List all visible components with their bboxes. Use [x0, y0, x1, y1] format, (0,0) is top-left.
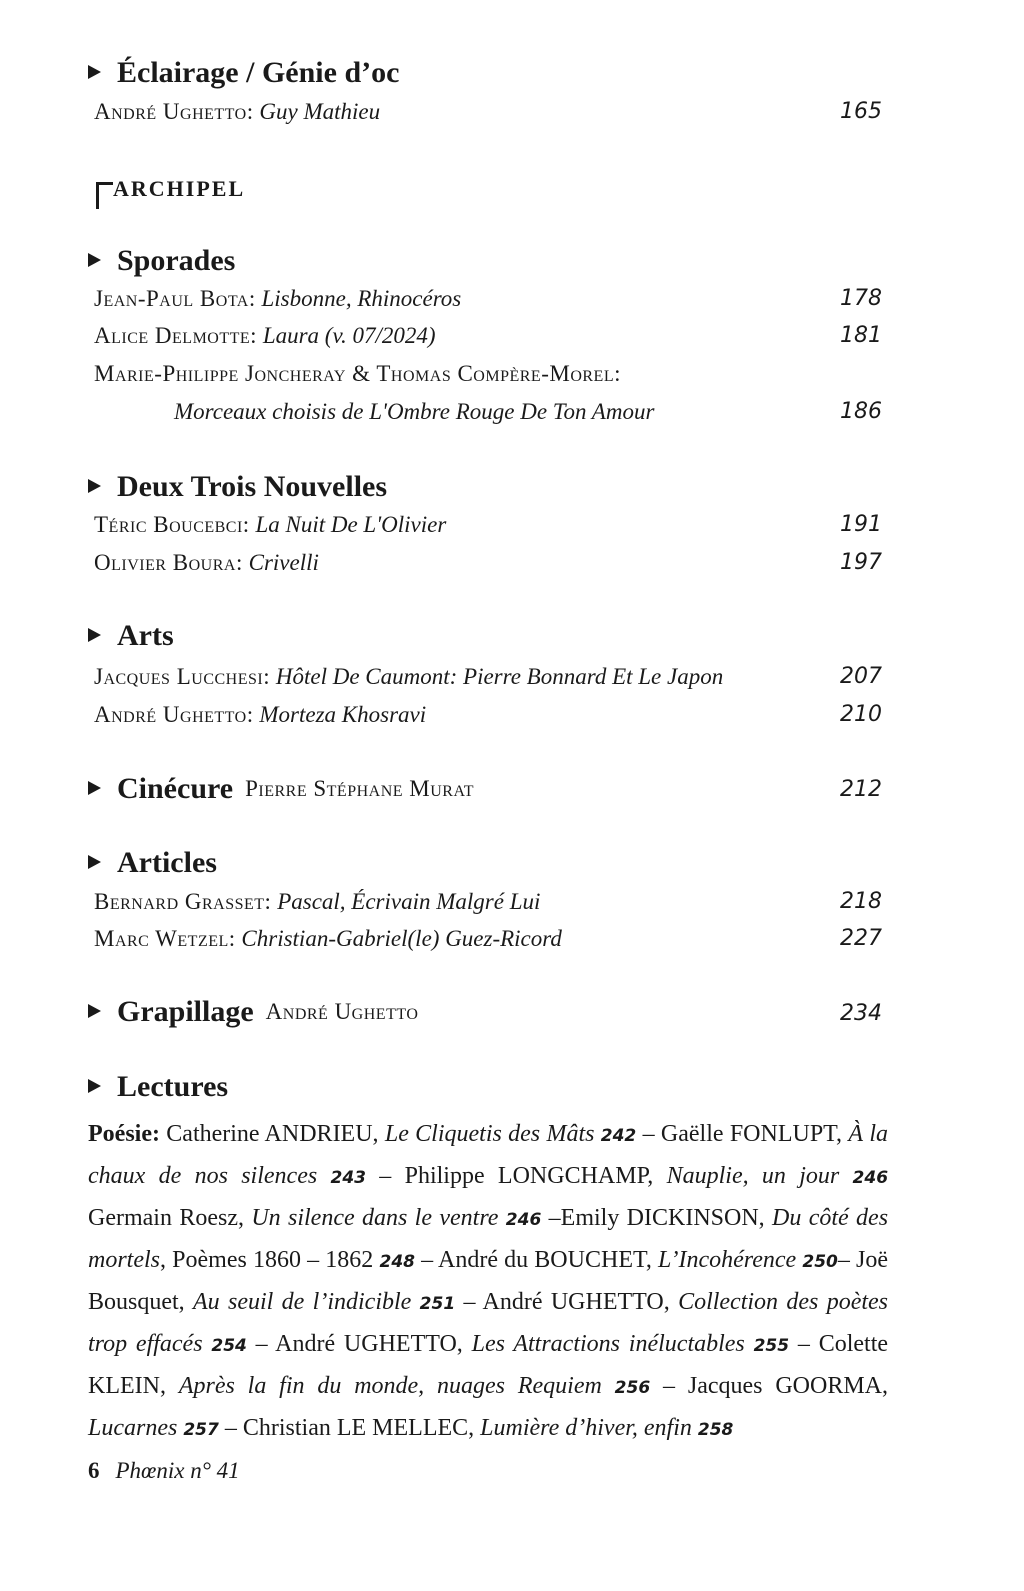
toc-entry: Marc Wetzel: Christian-Gabriel(le) Guez-Ricord	[94, 926, 562, 951]
toc-entry: Jean-Paul Bota: Lisbonne, Rhinocéros	[94, 286, 462, 311]
triangle-bullet-icon	[88, 1004, 101, 1018]
page-number: 212	[840, 777, 882, 802]
section-heading-eclairage: Éclairage / Génie d’oc	[88, 58, 399, 88]
section-heading-lectures: Lectures	[88, 1072, 228, 1102]
toc-entry: Olivier Boura: Crivelli	[94, 550, 319, 575]
corner-mark-icon	[96, 182, 113, 209]
page-number: 210	[840, 702, 882, 727]
triangle-bullet-icon	[88, 781, 101, 795]
section-heading-grapillage: Grapillage André Ughetto	[88, 997, 418, 1027]
page-number: 197	[840, 550, 882, 575]
page-number: 178	[840, 286, 882, 311]
toc-entry: Alice Delmotte: Laura (v. 07/2024)	[94, 323, 436, 348]
triangle-bullet-icon	[88, 479, 101, 493]
lectures-paragraph: Poésie: Catherine ANDRIEU, Le Cliquetis des Mâts 242 – Gaëlle FONLUPT, À la chaux de nos silences 243 – Philippe LONGCHAMP, Nauplie, un jour 246 Germain Roesz, Un silence dans le ventre 246 –Emily DICKINSON, Du côté des mortels, Poèmes 1860 – 1862 248 – André du BOUCHET, L’Incohérence 250– Joë Bousquet, Au seuil de l’indicible 251 – André UGHETTO, Collection des poètes trop effacés 254 – André UGHETTO, Les Attractions inéluctables 255 – Colette KLEIN, Après la fin du monde, nuages Requiem 256 – Jacques GOORMA, Lucarnes 257 – Christian LE MELLEC, Lumière d’hiver, enfin 258	[88, 1121, 889, 1441]
triangle-bullet-icon	[88, 855, 101, 869]
toc-entry-continuation: Morceaux choisis de L'Ombre Rouge De Ton Amour	[174, 399, 655, 424]
section-heading-sporades: Sporades	[88, 246, 235, 276]
triangle-bullet-icon	[88, 1079, 101, 1093]
page-number: 181	[840, 323, 882, 348]
footer-journal-title: Phœnix n° 41	[115, 1458, 240, 1483]
page-number: 227	[840, 926, 882, 951]
toc-entry: Bernard Grasset: Pascal, Écrivain Malgré Lui	[94, 889, 541, 914]
toc-entry: Téric Boucebci: La Nuit De L'Olivier	[94, 512, 447, 537]
page-footer	[88, 1458, 240, 1484]
section-heading-arts: Arts	[88, 621, 174, 651]
section-heading-articles: Articles	[88, 848, 217, 878]
page-number: 218	[840, 889, 882, 914]
toc-entry: André Ughetto: Morteza Khosravi	[94, 702, 427, 727]
toc-entry: André Ughetto: Guy Mathieu	[94, 99, 381, 124]
triangle-bullet-icon	[88, 253, 101, 267]
part-title-archipel: ARCHIPEL	[113, 176, 246, 201]
section-heading-nouvelles: Deux Trois Nouvelles	[88, 472, 387, 502]
triangle-bullet-icon	[88, 65, 101, 79]
page-number: 186	[840, 399, 882, 424]
section-heading-cinecure: Cinécure Pierre Stéphane Murat	[88, 774, 474, 804]
page-number: 191	[840, 512, 882, 537]
toc-entry: Marie-Philippe Joncheray & Thomas Compère-Morel:	[94, 361, 621, 386]
toc-entry: Jacques Lucchesi: Hôtel De Caumont: Pierre Bonnard Et Le Japon	[94, 664, 724, 689]
footer-page-number: 6	[88, 1458, 100, 1483]
page-number: 234	[840, 1001, 882, 1026]
triangle-bullet-icon	[88, 628, 101, 642]
page-number: 165	[840, 99, 882, 124]
page-number: 207	[840, 664, 882, 689]
